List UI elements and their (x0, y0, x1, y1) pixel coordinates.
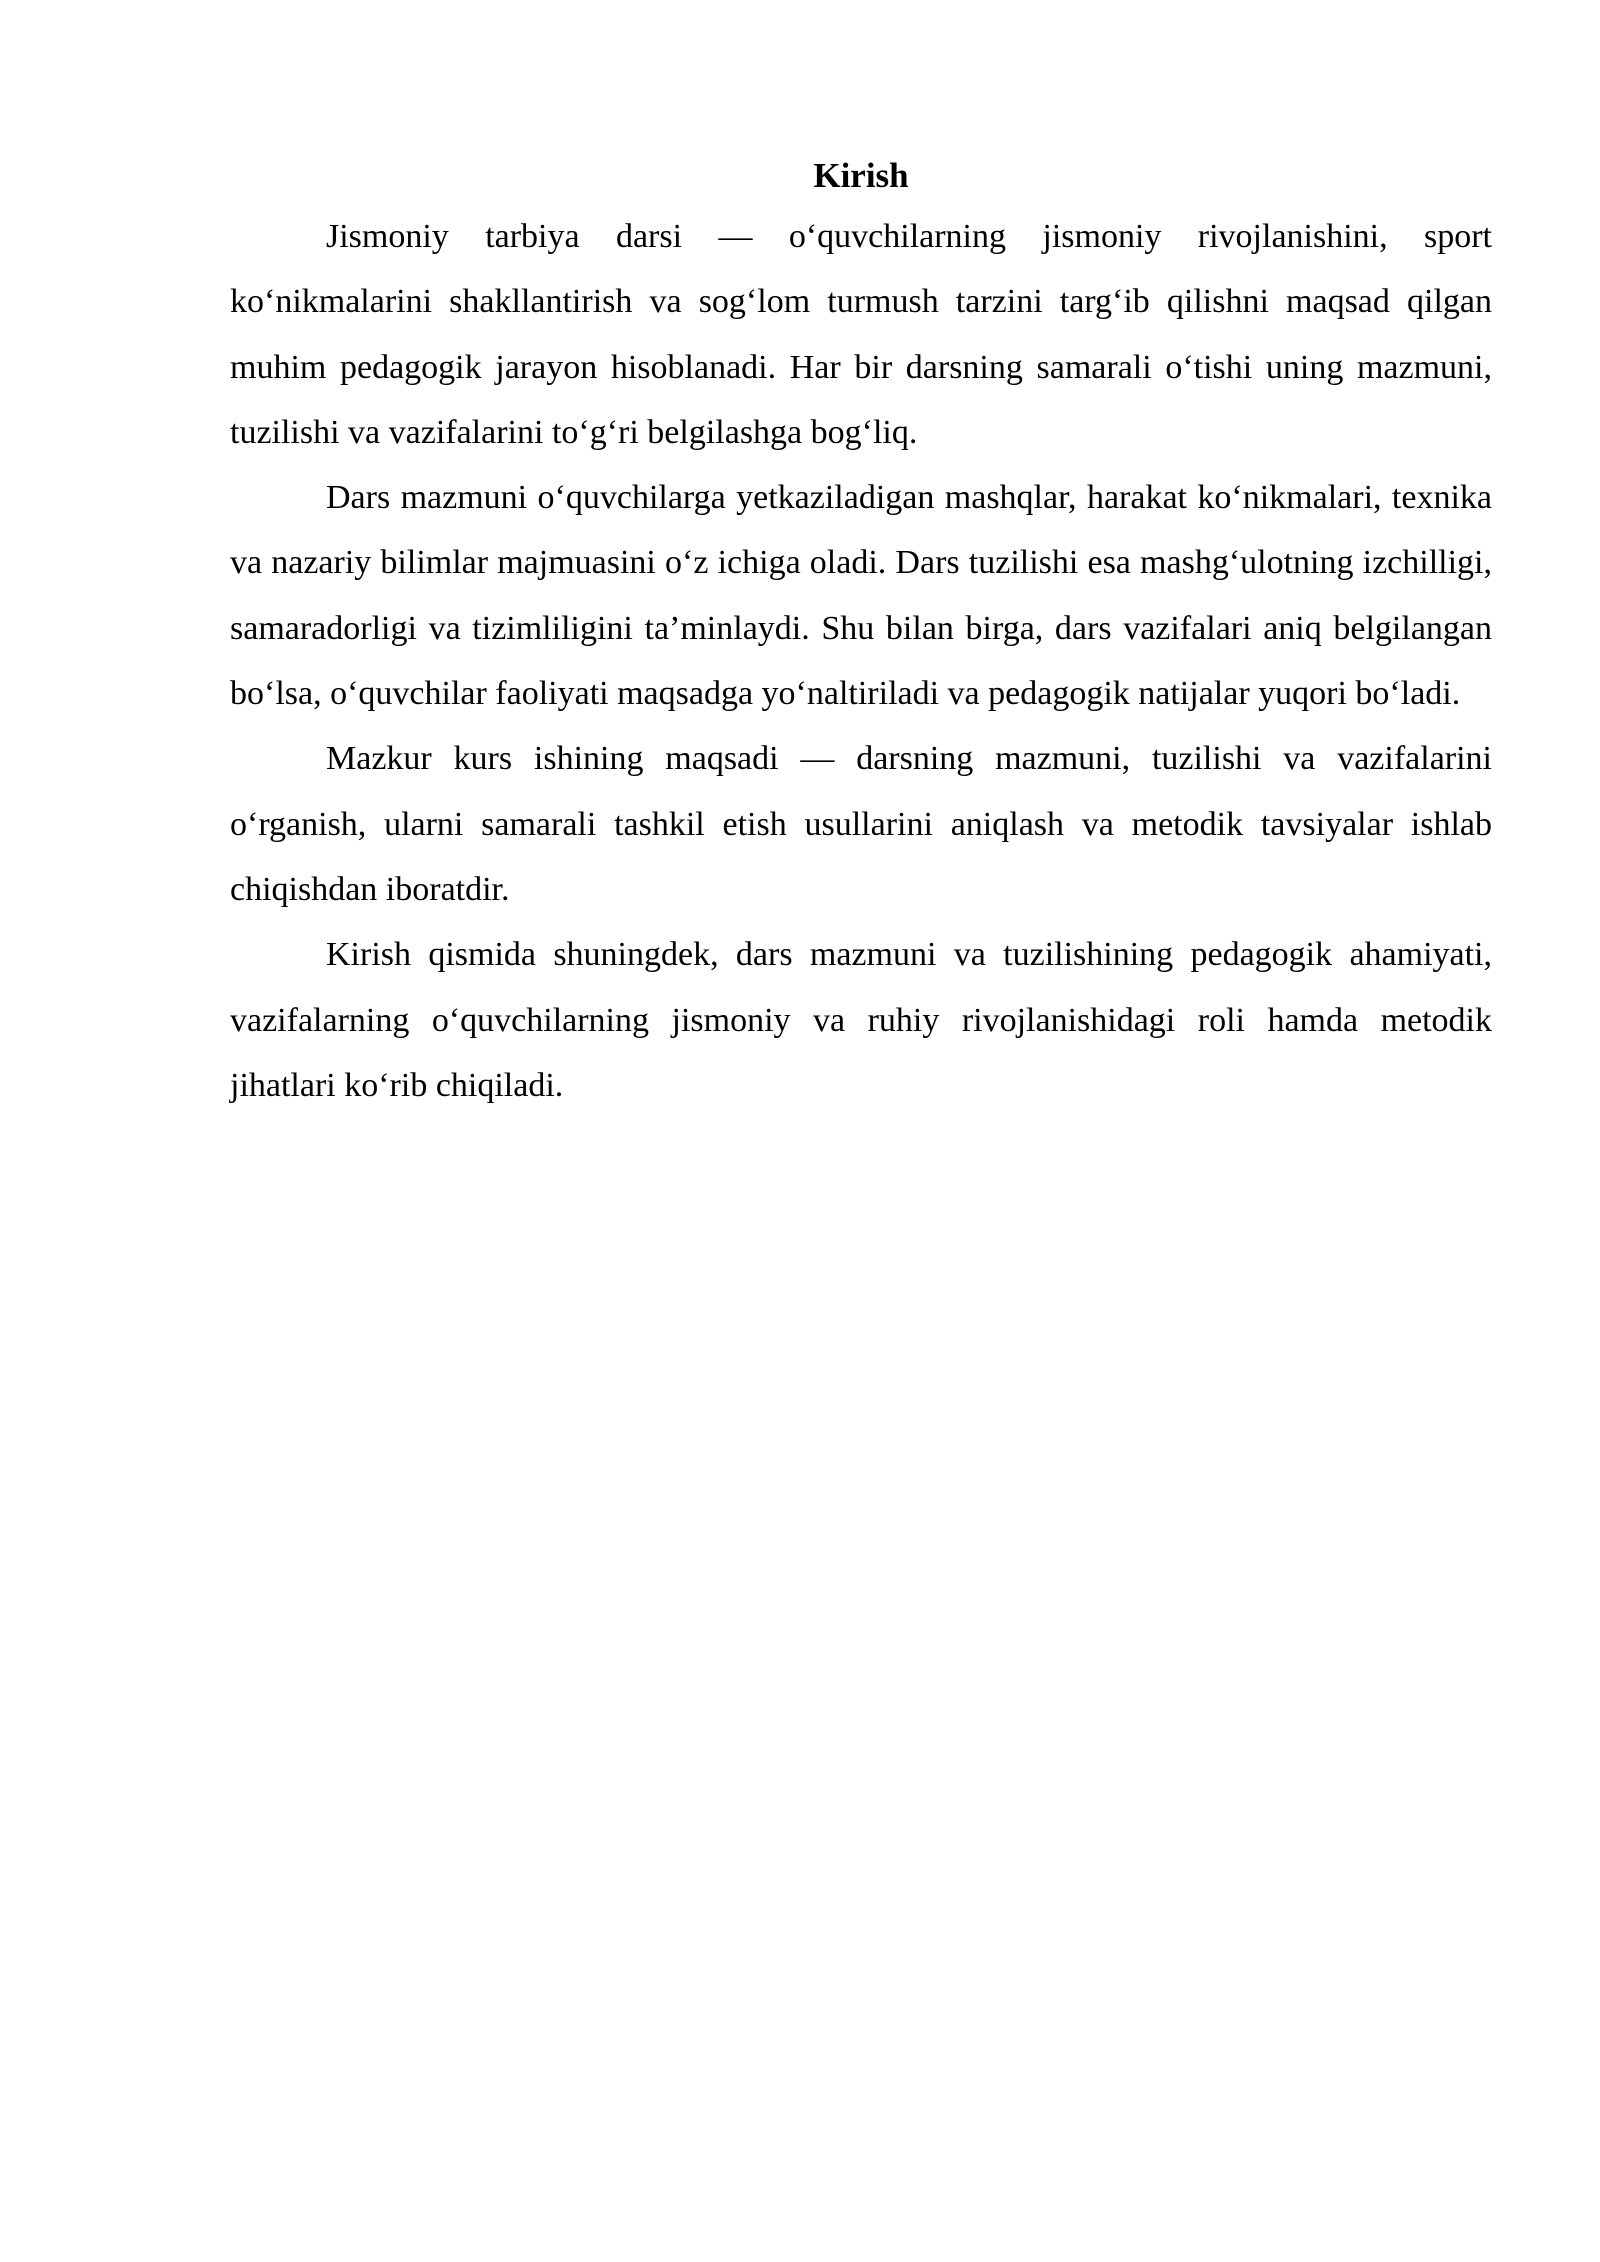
section-title: Kirish (813, 156, 909, 195)
paragraph-2: Dars mazmuni o‘quvchilarga yetkaziladigan mashqlar, harakat ko‘nikmalari, texnika va nazariy bilimlar majmuasini o‘z ichiga oladi. Dars tuzilishi esa mashg‘ulotning izchilligi, samaradorligi va tizimliligini ta’minlaydi. Shu bilan birga, dars vazifalari aniq belgilangan bo‘lsa, o‘quvchilar faoliyati maqsadga yo‘naltiriladi va pedagogik natijalar yuqori bo‘ladi. (230, 479, 1492, 713)
paragraph-4: Kirish qismida shuningdek, dars mazmuni va tuzilishining pedagogik ahamiyati, vazifalarning o‘quvchilarning jismoniy va ruhiy rivojlanishidagi roli hamda metodik jihatlari ko‘rib chiqiladi. (230, 936, 1492, 1104)
document-body (230, 148, 1492, 1118)
paragraph-1: Jismoniy tarbiya darsi — o‘quvchilarning jismoniy rivojlanishini, sport ko‘nikmalarini shakllantirish va sog‘lom turmush tarzini targ‘ib qilishni maqsad qilgan muhim pedagogik jarayon hisoblanadi. Har bir darsning samarali o‘tishi uning mazmuni, tuzilishi va vazifalarini to‘g‘ri belgilashga bog‘liq. (230, 218, 1492, 451)
paragraph-3: Mazkur kurs ishining maqsadi — darsning mazmuni, tuzilishi va vazifalarini o‘rganish, ularni samarali tashkil etish usullarini aniqlash va metodik tavsiyalar ishlab chiqishdan iboratdir. (230, 740, 1492, 908)
